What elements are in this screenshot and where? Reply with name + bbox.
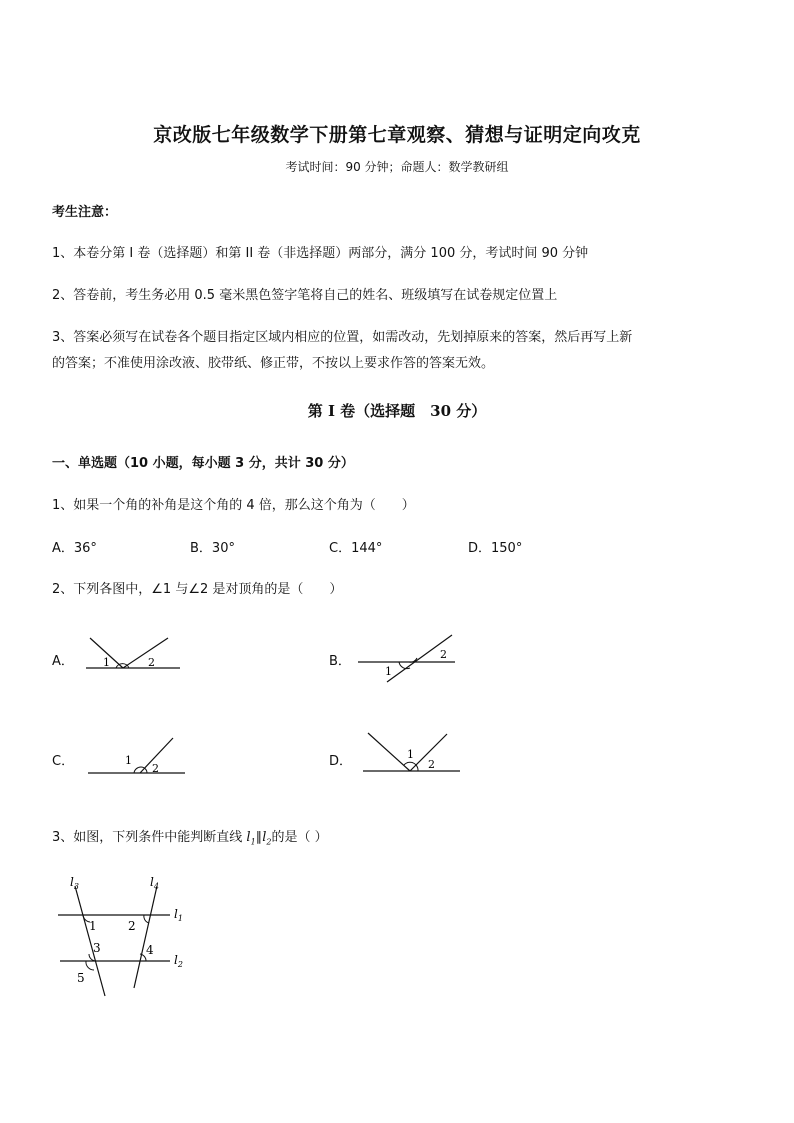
question-2-option-d[interactable]: D． [329,754,353,769]
angle-1-label: 1 [89,919,97,933]
fig-b-angle-1-label: 1 [385,665,392,678]
fig-c-angle-2-label: 2 [152,762,159,775]
question-1-stem: 1、如果一个角的补角是这个角的 4 倍，那么这个角为（ ） [52,498,415,513]
question-2-option-c[interactable]: C． [52,754,75,769]
parallel-symbol: ∥ [255,830,263,845]
question-3-line-l1 [246,830,255,845]
question-2-figure-d [360,728,465,778]
notice-item-1: 1、本卷分第 I 卷（选择题）和第 II 卷（非选择题）两部分，满分 100 分，考试时间 90 分钟 [52,246,589,261]
angle-5-label: 5 [77,971,85,985]
question-1-option-c[interactable]: C．144° [329,541,383,556]
part-heading: 一、单选题（10 小题，每小题 3 分，共计 30 分） [52,456,354,471]
question-1-option-a[interactable]: A．36° [52,541,97,556]
fig-b-angle-2-label: 2 [440,648,447,661]
question-2-figure-b [355,630,460,685]
fig-a-angle-1-label: 1 [103,656,110,669]
fig-d-angle-1-label: 1 [407,748,414,761]
angle-4-label: 4 [146,943,154,957]
l2-subscript: 2 [266,837,272,847]
question-3-stem [52,826,328,847]
angle-3-label: 3 [93,941,101,955]
l2-letter: l [262,830,267,845]
question-2-figure-a [80,630,185,675]
question-2-option-b[interactable]: B． [329,654,351,669]
label-l2: $l_2$ [174,953,183,969]
question-2-stem: 2、下列各图中，∠1 与∠2 是对顶角的是（ ） [52,582,343,597]
notice-item-3-line-2: 的答案；不准使用涂改液、胶带纸、修正带，不按以上要求作答的答案无效。 [52,356,495,371]
question-2-option-a[interactable]: A． [52,654,74,669]
fig-a-angle-2-label: 2 [148,656,155,669]
question-3-figure [50,868,200,1003]
label-l1: $l_1$ [174,907,183,923]
exam-info: 考试时间：90 分钟；命题人：数学教研组 [285,160,509,174]
l1-letter: l [246,830,251,845]
notice-heading: 考生注意： [52,205,118,220]
question-2-figure-c [85,732,195,780]
question-3-stem-after: 的是（ ） [271,830,328,845]
section-title: 第 I 卷（选择题 30 分） [307,402,487,420]
question-1-option-d[interactable]: D．150° [468,541,523,556]
label-l4: $l_4$ [150,875,159,891]
question-3-stem-before: 3、如图，下列条件中能判断直线 [52,830,243,845]
fig-d-angle-2-label: 2 [428,758,435,771]
notice-item-3-line-1: 3、答案必须写在试卷各个题目指定区域内相应的位置，如需改动，先划掉原来的答案，然后再写上新 [52,330,633,345]
label-l3: $l_3$ [70,875,79,891]
page-title: 京改版七年级数学下册第七章观察、猜想与证明定向攻克 [153,124,641,146]
notice-item-2: 2、答卷前，考生务必用 0.5 毫米黑色签字笔将自己的姓名、班级填写在试卷规定位置上 [52,288,558,303]
question-1-option-b[interactable]: B．30° [190,541,235,556]
l1-subscript: 1 [250,837,256,847]
angle-2-label: 2 [128,919,136,933]
fig-c-angle-1-label: 1 [125,754,132,767]
